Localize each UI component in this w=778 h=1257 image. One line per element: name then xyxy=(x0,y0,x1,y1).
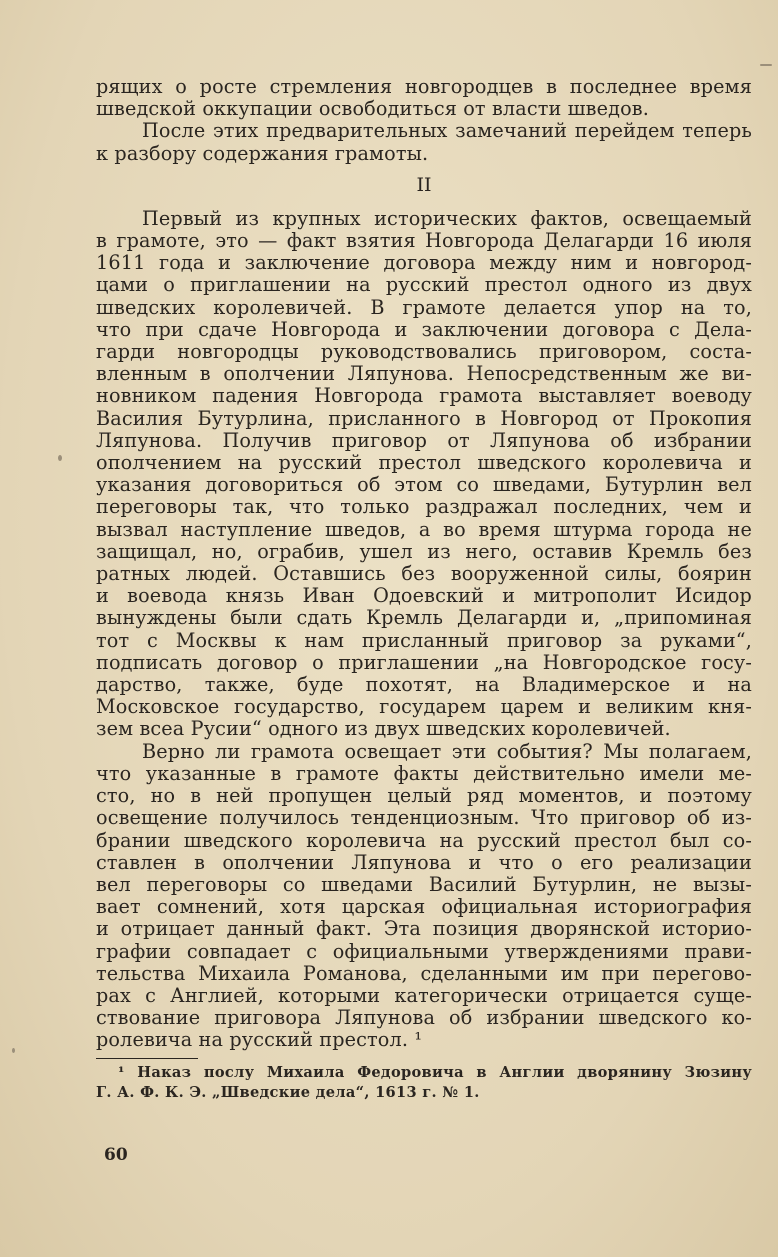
text-line: Верно ли грамота освещает эти события? Мы полагаем, xyxy=(142,739,752,763)
text-line: вызвал наступление шведов, а во время штурма города не xyxy=(96,517,752,541)
text-line: рящих о росте стремления новгородцев в последнее время xyxy=(96,75,752,98)
paragraph xyxy=(96,208,752,741)
footnote-line: ¹ Наказ послу Михаила Федоровича в Англии дворянину Зюзину xyxy=(118,1063,752,1081)
text-line: защищал, но, ограбив, ушел из него, оставив Кремль без xyxy=(96,539,752,563)
text-line: шведских королевичей. В грамоте делается упор на то, xyxy=(96,295,752,319)
footnote xyxy=(96,1063,752,1103)
text-line: к разбору содержания грамоты. xyxy=(96,141,429,165)
text-line: что указанные в грамоте факты действительно имели ме- xyxy=(96,761,752,785)
text-line: что при сдаче Новгорода и заключении договора с Дела- xyxy=(96,317,752,341)
text-line: Василия Бутурлина, присланного в Новгород от Прокопия xyxy=(96,406,752,430)
text-line: переговоры так, что только раздражал последних, чем и xyxy=(96,495,752,519)
text-line: 1611 года и заключение договора между ним и новгород- xyxy=(96,251,752,275)
text-line: вынуждены были сдать Кремль Делагарди и, „припоминая xyxy=(96,606,752,630)
text-line: Первый из крупных исторических фактов, освещаемый xyxy=(142,206,752,230)
text-line: Московское государство, государем царем и великим кня- xyxy=(96,695,752,719)
text-line: зем всеа Русии“ одного из двух шведских королевичей. xyxy=(96,717,671,741)
text-line: в грамоте, это — факт взятия Новгорода Делагарди 16 июля xyxy=(96,229,752,253)
paper-speck xyxy=(12,1048,15,1053)
text-line: После этих предварительных замечаний перейдем теперь xyxy=(142,119,752,143)
text-line: рах с Англией, которыми категорически отрицается суще- xyxy=(96,983,752,1007)
text-line: новником падения Новгорода грамота выставляет воеводу xyxy=(96,384,752,408)
page-number: 60 xyxy=(104,1145,128,1165)
text-line: указания договориться об этом со шведами, Бутурлин вел xyxy=(96,473,752,497)
text-line: ополчением на русский престол шведского королевича и xyxy=(96,451,752,475)
text-line: подписать договор о приглашении „на Новгородское госу- xyxy=(96,650,752,674)
text-line: сто, но в ней пропущен целый ряд моментов, и поэтому xyxy=(96,784,752,808)
section-number: II xyxy=(416,173,432,196)
page-body xyxy=(96,76,752,1103)
text-line: освещение получилось тенденциозным. Что приговор об из- xyxy=(96,806,752,830)
paper-speck xyxy=(58,455,62,461)
text-line: графии совпадает с официальными утверждениями прави- xyxy=(96,939,752,963)
text-line: шведской оккупации освободиться от власти шведов. xyxy=(96,97,649,121)
footnote-rule xyxy=(96,1058,198,1059)
text-line: дарство, также, буде похотят, на Владимерское и на xyxy=(96,673,752,697)
text-line: ролевича на русский престол. ¹ xyxy=(96,1028,423,1052)
text-line: тельства Михаила Романова, сделанными им при перегово- xyxy=(96,961,752,985)
text-line: ратных людей. Оставшись без вооруженной силы, боярин xyxy=(96,562,752,586)
paper-speck xyxy=(760,64,772,66)
text-line: цами о приглашении на русский престол одного из двух xyxy=(96,273,752,297)
text-line: тот с Москвы к нам присланный приговор за руками“, xyxy=(96,628,752,652)
text-line: вел переговоры со шведами Василий Бутурлин, не вызы- xyxy=(96,872,752,896)
text-line: ставлен в ополчении Ляпунова и что о его реализации xyxy=(96,850,752,874)
text-line: вленным в ополчении Ляпунова. Непосредственным же ви- xyxy=(96,362,752,386)
footnote-line: Г. А. Ф. К. Э. „Шведские дела“, 1613 г. № 1. xyxy=(96,1083,480,1101)
text-line: и отрицает данный факт. Эта позиция дворянской историо- xyxy=(96,917,752,941)
text-line: Ляпунова. Получив приговор от Ляпунова об избрании xyxy=(96,428,752,452)
text-line: гарди новгородцы руководствовались приговором, соста- xyxy=(96,340,752,364)
text-line: вает сомнений, хотя царская официальная историография xyxy=(96,895,752,919)
paragraph xyxy=(96,741,752,1052)
paragraph-continuation xyxy=(96,76,752,120)
text-line: и воевода князь Иван Одоевский и митрополит Исидор xyxy=(96,584,752,608)
text-line: брании шведского королевича на русский престол был со- xyxy=(96,828,752,852)
paragraph xyxy=(96,120,752,164)
text-line: ствование приговора Ляпунова об избрании шведского ко- xyxy=(96,1006,752,1030)
